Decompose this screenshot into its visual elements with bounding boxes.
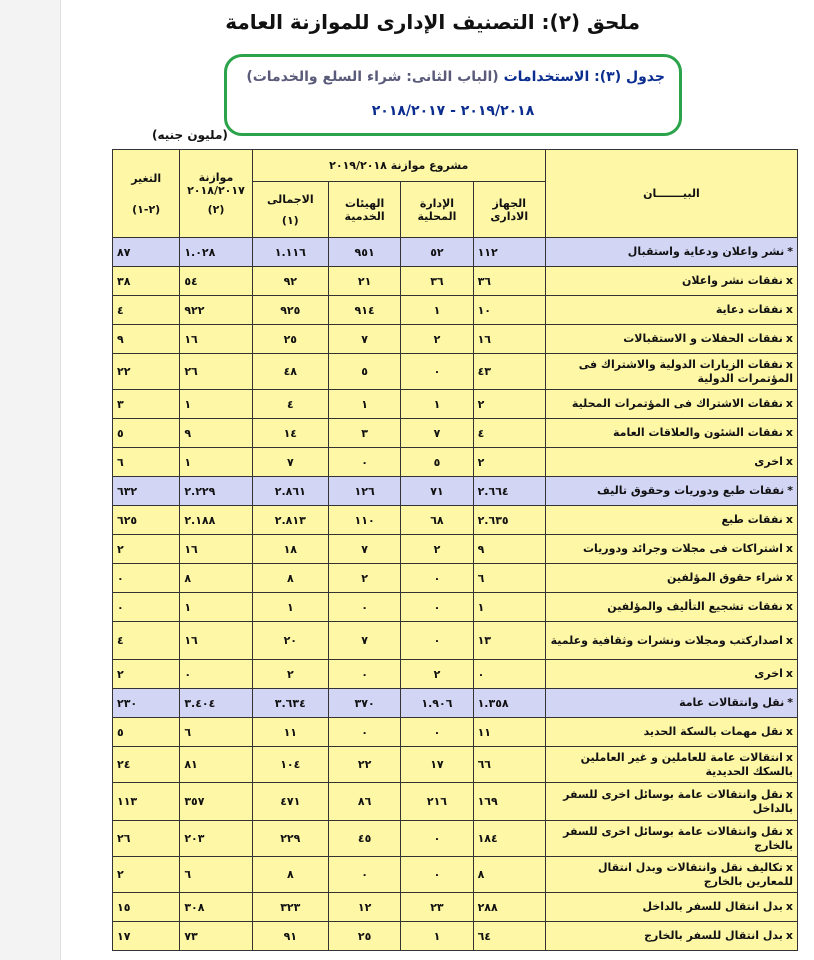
row-label: نفقات الشئون والعلاقات العامة bbox=[612, 426, 783, 439]
cell-previous-budget: ٢.٢٢٩ bbox=[180, 477, 252, 506]
cell-description bbox=[545, 821, 797, 857]
row-label: انتقالات عامة للعاملين و غير العاملين بالسكك الحديدية bbox=[580, 750, 793, 778]
unit-label: (مليون جنيه) bbox=[152, 128, 228, 142]
cell-service-authorities: ١ bbox=[328, 390, 400, 419]
cell-change: ٩ bbox=[113, 325, 180, 354]
cell-previous-budget: ١ bbox=[180, 593, 252, 622]
cell-description bbox=[545, 325, 797, 354]
row-label: نشر واعلان ودعاية واستقبال bbox=[627, 245, 785, 258]
item-marker: x bbox=[785, 303, 793, 316]
cell-service-authorities: ٠ bbox=[328, 718, 400, 747]
cell-change: ٣٨ bbox=[113, 267, 180, 296]
row-label: نقل مهمات بالسكة الحديد bbox=[643, 725, 783, 738]
cell-total: ٤٧١ bbox=[252, 783, 328, 821]
cell-description bbox=[545, 922, 797, 951]
table-row bbox=[113, 325, 798, 354]
cell-previous-budget: ٩ bbox=[180, 419, 252, 448]
cell-administrative: ١٣ bbox=[473, 622, 545, 660]
cell-administrative: ١٦ bbox=[473, 325, 545, 354]
cell-total: ١.١١٦ bbox=[252, 238, 328, 267]
cell-previous-budget: ٧٣ bbox=[180, 922, 252, 951]
cell-change: ٢٦ bbox=[113, 821, 180, 857]
cell-previous-budget: ٣٥٧ bbox=[180, 783, 252, 821]
table-title-sub: (الباب الثانى: شراء السلع والخدمات) bbox=[246, 69, 499, 85]
cell-local-admin: ٠ bbox=[401, 857, 473, 893]
cell-change: ١١٣ bbox=[113, 783, 180, 821]
cell-previous-budget: ٢٠٣ bbox=[180, 821, 252, 857]
row-label: نفقات الاشتراك فى المؤتمرات المحلية bbox=[571, 397, 783, 410]
cell-total: ٢ bbox=[252, 660, 328, 689]
cell-service-authorities: ١٢ bbox=[328, 893, 400, 922]
cell-total: ٤٨ bbox=[252, 354, 328, 390]
table-years: ٢٠١٩/٢٠١٨ - ٢٠١٨/٢٠١٧ bbox=[371, 103, 535, 119]
cell-service-authorities: ٧ bbox=[328, 622, 400, 660]
cell-change: ٥ bbox=[113, 718, 180, 747]
cell-local-admin: ٧١ bbox=[401, 477, 473, 506]
cell-local-admin: ٧ bbox=[401, 419, 473, 448]
cell-administrative: ١٠ bbox=[473, 296, 545, 325]
cell-description bbox=[545, 622, 797, 660]
cell-change: ٢٤ bbox=[113, 747, 180, 783]
budget-table bbox=[112, 149, 798, 951]
row-label: نفقات نشر واعلان bbox=[682, 274, 783, 287]
cell-local-admin: ٠ bbox=[401, 354, 473, 390]
row-label: شراء حقوق المؤلفين bbox=[666, 571, 783, 584]
cell-previous-budget: ١٦ bbox=[180, 622, 252, 660]
item-marker: x bbox=[785, 542, 793, 555]
table-row bbox=[113, 821, 798, 857]
item-marker: x bbox=[785, 513, 793, 526]
table-title-box bbox=[224, 54, 682, 136]
item-marker: x bbox=[785, 426, 793, 439]
cell-local-admin: ٢ bbox=[401, 325, 473, 354]
cell-service-authorities: ١٢٦ bbox=[328, 477, 400, 506]
cell-administrative: ١١٢ bbox=[473, 238, 545, 267]
table-row bbox=[113, 893, 798, 922]
cell-local-admin: ٥٢ bbox=[401, 238, 473, 267]
cell-description bbox=[545, 296, 797, 325]
cell-previous-budget: ١ bbox=[180, 448, 252, 477]
cell-change: ٤ bbox=[113, 622, 180, 660]
item-marker: x bbox=[785, 357, 793, 371]
cell-administrative: ١٦٩ bbox=[473, 783, 545, 821]
item-marker: x bbox=[785, 929, 793, 942]
cell-service-authorities: ٧ bbox=[328, 325, 400, 354]
table-number: جدول (٣): bbox=[594, 69, 665, 85]
header-budget-number: (٢) bbox=[207, 203, 225, 216]
cell-description bbox=[545, 390, 797, 419]
cell-previous-budget: ٠ bbox=[180, 660, 252, 689]
cell-total: ٨ bbox=[252, 564, 328, 593]
header-change-formula: (٢-١) bbox=[132, 202, 161, 216]
cell-local-admin: ٠ bbox=[401, 821, 473, 857]
cell-previous-budget: ٨١ bbox=[180, 747, 252, 783]
cell-administrative: ٦ bbox=[473, 564, 545, 593]
cell-change: ٢ bbox=[113, 660, 180, 689]
cell-total: ٧ bbox=[252, 448, 328, 477]
cell-local-admin: ١.٩٠٦ bbox=[401, 689, 473, 718]
cell-total: ٢٥ bbox=[252, 325, 328, 354]
row-label: نفقات دعاية bbox=[715, 303, 783, 316]
cell-administrative: ١٨٤ bbox=[473, 821, 545, 857]
cell-total: ٩٢ bbox=[252, 267, 328, 296]
cell-service-authorities: ٢٢ bbox=[328, 747, 400, 783]
table-row bbox=[113, 593, 798, 622]
cell-service-authorities: ٣ bbox=[328, 419, 400, 448]
cell-service-authorities: ٣٧٠ bbox=[328, 689, 400, 718]
table-title-line bbox=[246, 69, 665, 85]
cell-total: ٤ bbox=[252, 390, 328, 419]
cell-service-authorities: ٥ bbox=[328, 354, 400, 390]
category-marker: * bbox=[787, 245, 793, 258]
cell-description bbox=[545, 689, 797, 718]
header-change bbox=[113, 150, 180, 238]
row-label: نفقات طبع bbox=[721, 513, 783, 526]
cell-total: ١٤ bbox=[252, 419, 328, 448]
cell-service-authorities: ٢١ bbox=[328, 267, 400, 296]
cell-total: ١١ bbox=[252, 718, 328, 747]
cell-local-admin: ٢٣ bbox=[401, 893, 473, 922]
cell-total: ٢.٨٦١ bbox=[252, 477, 328, 506]
row-label: نفقات الحفلات و الاستقبالات bbox=[623, 332, 783, 345]
table-row bbox=[113, 660, 798, 689]
cell-description bbox=[545, 267, 797, 296]
table-row bbox=[113, 419, 798, 448]
category-marker: * bbox=[787, 696, 793, 709]
cell-administrative: ٢.٦٣٥ bbox=[473, 506, 545, 535]
cell-total: ٢٠ bbox=[252, 622, 328, 660]
cell-description bbox=[545, 783, 797, 821]
cell-change: ٠ bbox=[113, 564, 180, 593]
row-label: بدل انتقال للسفر بالداخل bbox=[642, 900, 783, 913]
item-marker: x bbox=[785, 600, 793, 613]
cell-local-admin: ٢ bbox=[401, 535, 473, 564]
cell-total: ٨ bbox=[252, 857, 328, 893]
row-label: اشتراكات فى مجلات وجرائد ودوريات bbox=[582, 542, 783, 555]
header-administrative: الجهاز الادارى bbox=[473, 182, 545, 238]
item-marker: x bbox=[785, 455, 793, 468]
row-label: نقل وانتقالات عامة بوسائل اخرى للسفر بالخارج bbox=[563, 824, 793, 852]
cell-service-authorities: ٢٥ bbox=[328, 922, 400, 951]
row-label: اخرى bbox=[754, 455, 783, 468]
table-row bbox=[113, 448, 798, 477]
cell-service-authorities: ٩١٤ bbox=[328, 296, 400, 325]
item-marker: x bbox=[785, 274, 793, 287]
header-row-1 bbox=[113, 150, 798, 182]
header-previous-budget bbox=[180, 150, 252, 238]
cell-description bbox=[545, 564, 797, 593]
cell-service-authorities: ٧ bbox=[328, 535, 400, 564]
item-marker: x bbox=[785, 824, 793, 838]
row-label: نفقات طبع ودوريات وحقوق تاليف bbox=[597, 484, 785, 497]
cell-description bbox=[545, 660, 797, 689]
row-label: اصداركتب ومجلات ونشرات وثقافية وعلمية bbox=[550, 633, 783, 647]
cell-previous-budget: ٨ bbox=[180, 564, 252, 593]
item-marker: x bbox=[785, 725, 793, 738]
cell-local-admin: ٠ bbox=[401, 622, 473, 660]
cell-change: ٦٣٢ bbox=[113, 477, 180, 506]
cell-service-authorities: ٢ bbox=[328, 564, 400, 593]
header-total-number: (١) bbox=[281, 213, 299, 227]
item-marker: x bbox=[785, 397, 793, 410]
cell-local-admin: ١٧ bbox=[401, 747, 473, 783]
table-title-main: الاستخدامات bbox=[503, 69, 590, 85]
row-label: بدل انتقال للسفر بالخارج bbox=[644, 929, 783, 942]
cell-service-authorities: ٤٥ bbox=[328, 821, 400, 857]
cell-administrative: ٢٨٨ bbox=[473, 893, 545, 922]
cell-administrative: ١.٣٥٨ bbox=[473, 689, 545, 718]
cell-administrative: ٨ bbox=[473, 857, 545, 893]
cell-change: ١٥ bbox=[113, 893, 180, 922]
cell-description bbox=[545, 448, 797, 477]
cell-total: ٩١ bbox=[252, 922, 328, 951]
cell-previous-budget: ٢.١٨٨ bbox=[180, 506, 252, 535]
cell-total: ١ bbox=[252, 593, 328, 622]
item-marker: x bbox=[785, 633, 793, 647]
cell-previous-budget: ٥٤ bbox=[180, 267, 252, 296]
cell-previous-budget: ٣.٤٠٤ bbox=[180, 689, 252, 718]
header-total-label: الاجمالى bbox=[266, 192, 314, 206]
cell-change: ٢٣٠ bbox=[113, 689, 180, 718]
cell-description bbox=[545, 857, 797, 893]
cell-local-admin: ٠ bbox=[401, 564, 473, 593]
cell-service-authorities: ٩٥١ bbox=[328, 238, 400, 267]
cell-previous-budget: ١٦ bbox=[180, 535, 252, 564]
table-row bbox=[113, 267, 798, 296]
cell-previous-budget: ١٦ bbox=[180, 325, 252, 354]
item-marker: x bbox=[785, 571, 793, 584]
item-marker: x bbox=[785, 787, 793, 801]
cell-local-admin: ٣٦ bbox=[401, 267, 473, 296]
cell-administrative: ٠ bbox=[473, 660, 545, 689]
cell-local-admin: ١ bbox=[401, 296, 473, 325]
header-description: البيـــــــان bbox=[545, 150, 797, 238]
cell-local-admin: ١ bbox=[401, 922, 473, 951]
cell-previous-budget: ٢٦ bbox=[180, 354, 252, 390]
cell-administrative: ١١ bbox=[473, 718, 545, 747]
cell-change: ٥ bbox=[113, 419, 180, 448]
cell-total: ٣.٦٣٤ bbox=[252, 689, 328, 718]
cell-change: ٣ bbox=[113, 390, 180, 419]
header-total bbox=[252, 182, 328, 238]
cell-total: ١٠٤ bbox=[252, 747, 328, 783]
cell-total: ٣٢٣ bbox=[252, 893, 328, 922]
cell-local-admin: ٦٨ bbox=[401, 506, 473, 535]
table-row bbox=[113, 390, 798, 419]
cell-administrative: ٩ bbox=[473, 535, 545, 564]
cell-administrative: ٢ bbox=[473, 390, 545, 419]
cell-administrative: ٢ bbox=[473, 448, 545, 477]
table-row bbox=[113, 535, 798, 564]
cell-description bbox=[545, 354, 797, 390]
category-marker: * bbox=[787, 484, 793, 497]
item-marker: x bbox=[785, 332, 793, 345]
cell-description bbox=[545, 718, 797, 747]
cell-previous-budget: ٦ bbox=[180, 718, 252, 747]
header-service-authorities: الهيئات الخدمية bbox=[328, 182, 400, 238]
header-budget-label: موازنة ٢٠١٨/٢٠١٧ bbox=[187, 171, 245, 197]
cell-administrative: ٤ bbox=[473, 419, 545, 448]
table-row bbox=[113, 783, 798, 821]
cell-description bbox=[545, 238, 797, 267]
cell-total: ١٨ bbox=[252, 535, 328, 564]
cell-local-admin: ٠ bbox=[401, 718, 473, 747]
cell-change: ١٧ bbox=[113, 922, 180, 951]
cell-administrative: ٦٤ bbox=[473, 922, 545, 951]
table-row bbox=[113, 296, 798, 325]
page-margin bbox=[0, 0, 61, 960]
cell-change: ٢ bbox=[113, 535, 180, 564]
cell-change: ٠ bbox=[113, 593, 180, 622]
item-marker: x bbox=[785, 750, 793, 764]
item-marker: x bbox=[785, 860, 793, 874]
table-row bbox=[113, 506, 798, 535]
cell-previous-budget: ٦ bbox=[180, 857, 252, 893]
cell-change: ٢ bbox=[113, 857, 180, 893]
cell-change: ٦٢٥ bbox=[113, 506, 180, 535]
cell-previous-budget: ٣٠٨ bbox=[180, 893, 252, 922]
cell-previous-budget: ١.٠٢٨ bbox=[180, 238, 252, 267]
cell-description bbox=[545, 747, 797, 783]
table-row bbox=[113, 564, 798, 593]
table-row bbox=[113, 354, 798, 390]
cell-administrative: ٤٣ bbox=[473, 354, 545, 390]
cell-total: ٩٢٥ bbox=[252, 296, 328, 325]
row-label: نفقات الزيارات الدولية والاشتراك فى المؤتمرات الدولية bbox=[578, 357, 793, 385]
header-change-label: التغير bbox=[131, 171, 162, 185]
cell-change: ٦ bbox=[113, 448, 180, 477]
cell-local-admin: ٢١٦ bbox=[401, 783, 473, 821]
cell-previous-budget: ١ bbox=[180, 390, 252, 419]
cell-description bbox=[545, 593, 797, 622]
item-marker: x bbox=[785, 900, 793, 913]
cell-description bbox=[545, 535, 797, 564]
page-title: ملحق (٢): التصنيف الإدارى للموازنة العامة bbox=[225, 10, 640, 34]
row-label: تكاليف نقل وانتقالات وبدل انتقال للمعارين بالخارج bbox=[597, 860, 793, 888]
cell-administrative: ١ bbox=[473, 593, 545, 622]
header-project-budget: مشروع موازنة ٢٠١٩/٢٠١٨ bbox=[252, 150, 545, 182]
row-label: نقل وانتقالات عامة بوسائل اخرى للسفر بالداخل bbox=[563, 787, 793, 815]
cell-service-authorities: ٠ bbox=[328, 857, 400, 893]
table-row bbox=[113, 622, 798, 660]
row-label: نفقات تشجيع التأليف والمؤلفين bbox=[607, 600, 783, 613]
header-local-admin: الإدارة المحلية bbox=[401, 182, 473, 238]
cell-description bbox=[545, 506, 797, 535]
cell-total: ٢.٨١٣ bbox=[252, 506, 328, 535]
cell-local-admin: ٢ bbox=[401, 660, 473, 689]
row-label: نقل وانتقالات عامة bbox=[679, 696, 785, 709]
cell-change: ٤ bbox=[113, 296, 180, 325]
table-row bbox=[113, 747, 798, 783]
cell-description bbox=[545, 419, 797, 448]
cell-local-admin: ٥ bbox=[401, 448, 473, 477]
cell-administrative: ٢.٦٦٤ bbox=[473, 477, 545, 506]
cell-service-authorities: ٠ bbox=[328, 593, 400, 622]
table-row bbox=[113, 922, 798, 951]
cell-local-admin: ٠ bbox=[401, 593, 473, 622]
cell-local-admin: ١ bbox=[401, 390, 473, 419]
cell-total: ٢٢٩ bbox=[252, 821, 328, 857]
cell-administrative: ٦٦ bbox=[473, 747, 545, 783]
cell-description bbox=[545, 477, 797, 506]
row-label: اخرى bbox=[754, 667, 783, 680]
cell-service-authorities: ٠ bbox=[328, 660, 400, 689]
category-row bbox=[113, 238, 798, 267]
cell-description bbox=[545, 893, 797, 922]
table-row bbox=[113, 718, 798, 747]
cell-service-authorities: ١١٠ bbox=[328, 506, 400, 535]
category-row bbox=[113, 689, 798, 718]
cell-administrative: ٣٦ bbox=[473, 267, 545, 296]
cell-change: ٢٢ bbox=[113, 354, 180, 390]
item-marker: x bbox=[785, 667, 793, 680]
table-row bbox=[113, 857, 798, 893]
cell-previous-budget: ٩٢٢ bbox=[180, 296, 252, 325]
cell-change: ٨٧ bbox=[113, 238, 180, 267]
category-row bbox=[113, 477, 798, 506]
cell-service-authorities: ٨٦ bbox=[328, 783, 400, 821]
cell-service-authorities: ٠ bbox=[328, 448, 400, 477]
